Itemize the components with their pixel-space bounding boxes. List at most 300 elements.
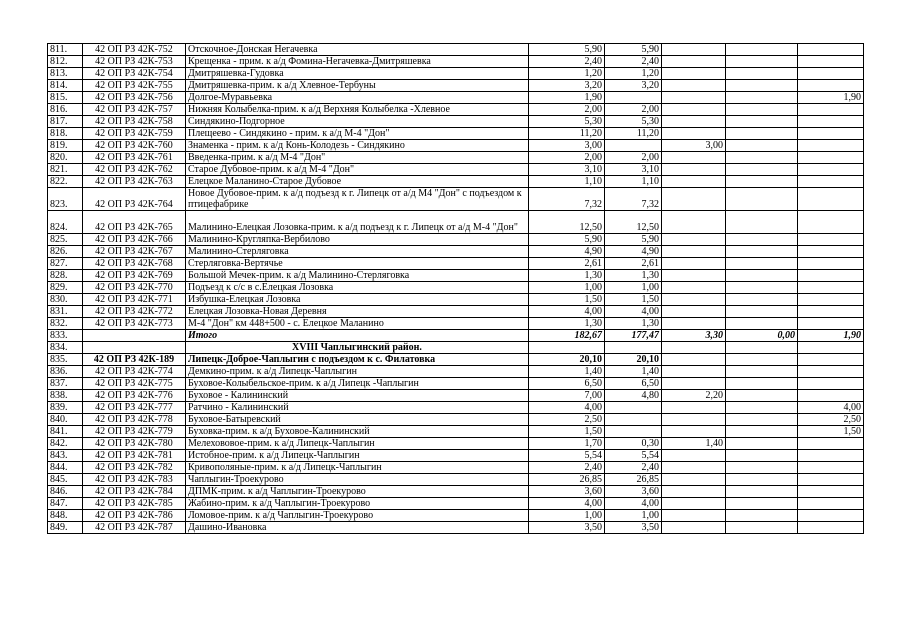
length-gravel-cell xyxy=(662,474,726,486)
length-gravel-cell xyxy=(662,104,726,116)
row-number-cell: 844. xyxy=(48,462,83,474)
length-gravel-cell xyxy=(662,80,726,92)
length-crushed-cell xyxy=(726,510,798,522)
length-crushed-cell xyxy=(726,306,798,318)
length-asphalt-cell xyxy=(605,342,662,354)
length-dirt-cell xyxy=(798,128,864,140)
row-number-cell: 841. xyxy=(48,426,83,438)
road-code-cell: 42 ОП РЗ 42К-782 xyxy=(83,462,186,474)
road-name-cell: Итого xyxy=(186,330,529,342)
road-code-cell: 42 ОП РЗ 42К-767 xyxy=(83,246,186,258)
length-dirt-cell xyxy=(798,294,864,306)
table-row xyxy=(48,282,864,294)
length-crushed-cell xyxy=(726,176,798,188)
length-total-cell: 2,00 xyxy=(529,104,605,116)
row-number-cell: 815. xyxy=(48,92,83,104)
road-code-cell: 42 ОП РЗ 42К-189 xyxy=(83,354,186,366)
road-name-cell: Малинино-Елецкая Лозовка-прим. к а/д подъезд к г. Липецк от а/д М-4 "Дон" xyxy=(186,211,529,234)
length-asphalt-cell xyxy=(605,92,662,104)
road-name-cell: Синдякино-Подгорное xyxy=(186,116,529,128)
length-total-cell: 2,40 xyxy=(529,56,605,68)
road-name-cell: Демкино-прим. к а/д Липецк-Чаплыгин xyxy=(186,366,529,378)
table-row xyxy=(48,246,864,258)
length-crushed-cell xyxy=(726,294,798,306)
length-gravel-cell xyxy=(662,56,726,68)
length-gravel-cell xyxy=(662,116,726,128)
length-crushed-cell xyxy=(726,498,798,510)
table-row xyxy=(48,104,864,116)
length-crushed-cell: 0,00 xyxy=(726,330,798,342)
length-total-cell: 4,00 xyxy=(529,402,605,414)
length-asphalt-cell: 2,61 xyxy=(605,258,662,270)
length-dirt-cell xyxy=(798,80,864,92)
length-total-cell: 26,85 xyxy=(529,474,605,486)
length-gravel-cell xyxy=(662,366,726,378)
road-code-cell: 42 ОП РЗ 42К-763 xyxy=(83,176,186,188)
length-dirt-cell xyxy=(798,486,864,498)
row-number-cell: 824. xyxy=(48,211,83,234)
table-row xyxy=(48,366,864,378)
road-code-cell: 42 ОП РЗ 42К-758 xyxy=(83,116,186,128)
table-row xyxy=(48,44,864,56)
length-dirt-cell xyxy=(798,104,864,116)
length-crushed-cell xyxy=(726,462,798,474)
length-asphalt-cell: 3,20 xyxy=(605,80,662,92)
length-crushed-cell xyxy=(726,354,798,366)
road-code-cell: 42 ОП РЗ 42К-761 xyxy=(83,152,186,164)
road-code-cell: 42 ОП РЗ 42К-780 xyxy=(83,438,186,450)
length-crushed-cell xyxy=(726,128,798,140)
length-asphalt-cell: 4,00 xyxy=(605,498,662,510)
length-asphalt-cell: 1,00 xyxy=(605,510,662,522)
length-total-cell: 3,60 xyxy=(529,486,605,498)
road-code-cell: 42 ОП РЗ 42К-766 xyxy=(83,234,186,246)
length-crushed-cell xyxy=(726,474,798,486)
table-row xyxy=(48,378,864,390)
length-gravel-cell xyxy=(662,164,726,176)
length-total-cell: 2,61 xyxy=(529,258,605,270)
length-gravel-cell xyxy=(662,318,726,330)
length-crushed-cell xyxy=(726,486,798,498)
table-row xyxy=(48,522,864,534)
length-dirt-cell xyxy=(798,342,864,354)
length-gravel-cell xyxy=(662,234,726,246)
length-gravel-cell xyxy=(662,486,726,498)
length-asphalt-cell: 3,60 xyxy=(605,486,662,498)
length-crushed-cell xyxy=(726,366,798,378)
road-code-cell: 42 ОП РЗ 42К-765 xyxy=(83,211,186,234)
row-number-cell: 833. xyxy=(48,330,83,342)
row-number-cell: 820. xyxy=(48,152,83,164)
length-asphalt-cell: 1,30 xyxy=(605,318,662,330)
road-name-cell: Чаплыгин-Троекурово xyxy=(186,474,529,486)
road-name-cell: Ломовое-прим. к а/д Чаплыгин-Троекурово xyxy=(186,510,529,522)
row-number-cell: 842. xyxy=(48,438,83,450)
row-number-cell: 829. xyxy=(48,282,83,294)
road-name-cell: Плещеево - Синдякино - прим. к а/д М-4 "Дон" xyxy=(186,128,529,140)
table-row xyxy=(48,390,864,402)
table-row xyxy=(48,258,864,270)
road-code-cell: 42 ОП РЗ 42К-784 xyxy=(83,486,186,498)
row-number-cell: 825. xyxy=(48,234,83,246)
length-gravel-cell xyxy=(662,44,726,56)
length-asphalt-cell: 1,00 xyxy=(605,282,662,294)
length-total-cell: 1,30 xyxy=(529,270,605,282)
length-asphalt-cell: 5,54 xyxy=(605,450,662,462)
length-total-cell: 2,50 xyxy=(529,414,605,426)
length-crushed-cell xyxy=(726,522,798,534)
road-name-cell: Истобное-прим. к а/д Липецк-Чаплыгин xyxy=(186,450,529,462)
road-name-cell: Дашино-Ивановка xyxy=(186,522,529,534)
road-name-cell: Ратчино - Калининский xyxy=(186,402,529,414)
length-asphalt-cell: 11,20 xyxy=(605,128,662,140)
length-gravel-cell xyxy=(662,402,726,414)
length-gravel-cell xyxy=(662,270,726,282)
length-asphalt-cell: 3,50 xyxy=(605,522,662,534)
length-crushed-cell xyxy=(726,342,798,354)
length-crushed-cell xyxy=(726,44,798,56)
length-asphalt-cell: 3,10 xyxy=(605,164,662,176)
road-code-cell: 42 ОП РЗ 42К-764 xyxy=(83,188,186,211)
length-crushed-cell xyxy=(726,140,798,152)
table-row xyxy=(48,462,864,474)
table-row xyxy=(48,116,864,128)
table-row xyxy=(48,294,864,306)
road-name-cell: Большой Мечек-прим. к а/д Малинино-Стерляговка xyxy=(186,270,529,282)
length-dirt-cell xyxy=(798,270,864,282)
length-dirt-cell: 1,90 xyxy=(798,330,864,342)
table-row xyxy=(48,234,864,246)
row-number-cell: 818. xyxy=(48,128,83,140)
length-gravel-cell xyxy=(662,128,726,140)
length-total-cell: 1,40 xyxy=(529,366,605,378)
table-row xyxy=(48,402,864,414)
length-crushed-cell xyxy=(726,402,798,414)
length-dirt-cell xyxy=(798,318,864,330)
road-code-cell: 42 ОП РЗ 42К-754 xyxy=(83,68,186,80)
road-name-cell: Мелехововое-прим. к а/д Липецк-Чаплыгин xyxy=(186,438,529,450)
length-total-cell: 1,10 xyxy=(529,176,605,188)
road-name-cell: Долгое-Муравьевка xyxy=(186,92,529,104)
length-gravel-cell xyxy=(662,378,726,390)
table-row xyxy=(48,486,864,498)
length-dirt-cell xyxy=(798,152,864,164)
length-asphalt-cell: 4,00 xyxy=(605,306,662,318)
length-gravel-cell xyxy=(662,211,726,234)
length-crushed-cell xyxy=(726,450,798,462)
length-asphalt-cell: 26,85 xyxy=(605,474,662,486)
length-gravel-cell: 3,30 xyxy=(662,330,726,342)
length-gravel-cell xyxy=(662,152,726,164)
length-total-cell: 7,00 xyxy=(529,390,605,402)
road-name-cell: Дмитряшевка-прим. к а/д Хлевное-Тербуны xyxy=(186,80,529,92)
length-total-cell: 1,50 xyxy=(529,294,605,306)
length-dirt-cell xyxy=(798,140,864,152)
length-asphalt-cell: 5,90 xyxy=(605,44,662,56)
length-asphalt-cell: 5,90 xyxy=(605,234,662,246)
length-crushed-cell xyxy=(726,246,798,258)
length-asphalt-cell: 2,40 xyxy=(605,462,662,474)
length-crushed-cell xyxy=(726,211,798,234)
length-asphalt-cell: 1,30 xyxy=(605,270,662,282)
road-code-cell: 42 ОП РЗ 42К-760 xyxy=(83,140,186,152)
road-name-cell: Старое Дубовое-прим. к а/д М-4 "Дон" xyxy=(186,164,529,176)
length-asphalt-cell: 4,90 xyxy=(605,246,662,258)
length-dirt-cell xyxy=(798,510,864,522)
table-row xyxy=(48,68,864,80)
road-name-cell: Малинино-Стерляговка xyxy=(186,246,529,258)
length-dirt-cell xyxy=(798,354,864,366)
row-number-cell: 821. xyxy=(48,164,83,176)
length-dirt-cell: 1,50 xyxy=(798,426,864,438)
length-dirt-cell xyxy=(798,116,864,128)
length-dirt-cell xyxy=(798,462,864,474)
length-dirt-cell xyxy=(798,176,864,188)
length-gravel-cell xyxy=(662,522,726,534)
length-total-cell: 6,50 xyxy=(529,378,605,390)
length-gravel-cell xyxy=(662,498,726,510)
length-total-cell: 3,00 xyxy=(529,140,605,152)
road-code-cell: 42 ОП РЗ 42К-781 xyxy=(83,450,186,462)
length-total-cell: 20,10 xyxy=(529,354,605,366)
length-total-cell: 2,00 xyxy=(529,152,605,164)
length-dirt-cell xyxy=(798,378,864,390)
length-crushed-cell xyxy=(726,318,798,330)
length-dirt-cell xyxy=(798,438,864,450)
road-name-cell: Елецкая Лозовка-Новая Деревня xyxy=(186,306,529,318)
length-dirt-cell xyxy=(798,522,864,534)
length-asphalt-cell: 1,50 xyxy=(605,294,662,306)
road-name-cell: ДПМК-прим. к а/д Чаплыгин-Троекурово xyxy=(186,486,529,498)
length-gravel-cell xyxy=(662,462,726,474)
length-crushed-cell xyxy=(726,152,798,164)
row-number-cell: 847. xyxy=(48,498,83,510)
length-total-cell: 5,90 xyxy=(529,234,605,246)
length-gravel-cell xyxy=(662,92,726,104)
table-row xyxy=(48,188,864,211)
length-asphalt-cell: 2,40 xyxy=(605,56,662,68)
road-code-cell: 42 ОП РЗ 42К-787 xyxy=(83,522,186,534)
length-total-cell: 5,30 xyxy=(529,116,605,128)
length-total-cell: 3,20 xyxy=(529,80,605,92)
length-total-cell: 1,90 xyxy=(529,92,605,104)
length-dirt-cell: 1,90 xyxy=(798,92,864,104)
road-name-cell: Отскочное-Донская Негачевка xyxy=(186,44,529,56)
table-row xyxy=(48,211,864,234)
length-gravel-cell xyxy=(662,246,726,258)
length-dirt-cell xyxy=(798,282,864,294)
road-name-cell: Избушка-Елецкая Лозовка xyxy=(186,294,529,306)
length-total-cell: 12,50 xyxy=(529,211,605,234)
road-code-cell: 42 ОП РЗ 42К-771 xyxy=(83,294,186,306)
row-number-cell: 813. xyxy=(48,68,83,80)
road-name-cell: Знаменка - прим. к а/д Конь-Колодезь - Синдякино xyxy=(186,140,529,152)
row-number-cell: 836. xyxy=(48,366,83,378)
length-dirt-cell xyxy=(798,474,864,486)
length-gravel-cell xyxy=(662,176,726,188)
table-row xyxy=(48,92,864,104)
row-number-cell: 834. xyxy=(48,342,83,354)
road-name-cell: Нижняя Колыбелка-прим. к а/д Верхняя Колыбелка -Хлевное xyxy=(186,104,529,116)
road-name-cell: М-4 "Дон" км 448+500 - с. Елецкое Маланино xyxy=(186,318,529,330)
row-number-cell: 814. xyxy=(48,80,83,92)
length-dirt-cell xyxy=(798,390,864,402)
length-asphalt-cell: 6,50 xyxy=(605,378,662,390)
table-row xyxy=(48,56,864,68)
length-gravel-cell: 1,40 xyxy=(662,438,726,450)
length-total-cell: 7,32 xyxy=(529,188,605,211)
length-dirt-cell xyxy=(798,246,864,258)
length-gravel-cell xyxy=(662,426,726,438)
length-dirt-cell xyxy=(798,366,864,378)
row-number-cell: 840. xyxy=(48,414,83,426)
road-name-cell: Введенка-прим. к а/д М-4 "Дон" xyxy=(186,152,529,164)
length-dirt-cell xyxy=(798,164,864,176)
row-number-cell: 822. xyxy=(48,176,83,188)
length-asphalt-cell: 12,50 xyxy=(605,211,662,234)
length-asphalt-cell: 7,32 xyxy=(605,188,662,211)
length-dirt-cell: 2,50 xyxy=(798,414,864,426)
road-code-cell: 42 ОП РЗ 42К-778 xyxy=(83,414,186,426)
table-body xyxy=(48,44,864,534)
table-row xyxy=(48,498,864,510)
length-crushed-cell xyxy=(726,234,798,246)
row-number-cell: 826. xyxy=(48,246,83,258)
length-asphalt-cell: 2,00 xyxy=(605,104,662,116)
road-code-cell: 42 ОП РЗ 42К-759 xyxy=(83,128,186,140)
length-dirt-cell: 4,00 xyxy=(798,402,864,414)
row-number-cell: 838. xyxy=(48,390,83,402)
length-asphalt-cell xyxy=(605,414,662,426)
row-number-cell: 848. xyxy=(48,510,83,522)
table-row xyxy=(48,270,864,282)
table-row xyxy=(48,414,864,426)
length-asphalt-cell: 177,47 xyxy=(605,330,662,342)
road-code-cell: 42 ОП РЗ 42К-783 xyxy=(83,474,186,486)
road-code-cell: 42 ОП РЗ 42К-770 xyxy=(83,282,186,294)
road-name-cell: Буховое-Колыбельское-прим. к а/д Липецк -Чаплыгин xyxy=(186,378,529,390)
length-total-cell: 1,50 xyxy=(529,426,605,438)
row-number-cell: 823. xyxy=(48,188,83,211)
length-gravel-cell xyxy=(662,188,726,211)
table-row xyxy=(48,164,864,176)
length-total-cell: 1,70 xyxy=(529,438,605,450)
road-name-cell: Стерляговка-Вертячье xyxy=(186,258,529,270)
length-total-cell: 1,00 xyxy=(529,510,605,522)
length-asphalt-cell: 20,10 xyxy=(605,354,662,366)
road-code-cell xyxy=(83,342,186,354)
length-total-cell: 4,00 xyxy=(529,498,605,510)
road-code-cell: 42 ОП РЗ 42К-768 xyxy=(83,258,186,270)
table-row xyxy=(48,474,864,486)
row-number-cell: 846. xyxy=(48,486,83,498)
length-crushed-cell xyxy=(726,164,798,176)
length-crushed-cell xyxy=(726,414,798,426)
row-number-cell: 835. xyxy=(48,354,83,366)
road-code-cell: 42 ОП РЗ 42К-762 xyxy=(83,164,186,176)
length-crushed-cell xyxy=(726,438,798,450)
length-total-cell: 1,20 xyxy=(529,68,605,80)
length-gravel-cell xyxy=(662,354,726,366)
row-number-cell: 827. xyxy=(48,258,83,270)
length-dirt-cell xyxy=(798,188,864,211)
length-crushed-cell xyxy=(726,426,798,438)
length-crushed-cell xyxy=(726,282,798,294)
table-row xyxy=(48,510,864,522)
road-code-cell: 42 ОП РЗ 42К-772 xyxy=(83,306,186,318)
road-code-cell: 42 ОП РЗ 42К-756 xyxy=(83,92,186,104)
length-dirt-cell xyxy=(798,68,864,80)
table-row xyxy=(48,306,864,318)
length-asphalt-cell: 1,20 xyxy=(605,68,662,80)
length-dirt-cell xyxy=(798,56,864,68)
row-number-cell: 830. xyxy=(48,294,83,306)
road-name-cell: Крещенка - прим. к а/д Фомина-Негачевка-Дмитряшевка xyxy=(186,56,529,68)
road-name-cell: Буховое-Батыревский xyxy=(186,414,529,426)
road-name-cell: Липецк-Доброе-Чаплыгин с подъездом к с. Филатовка xyxy=(186,354,529,366)
length-asphalt-cell: 1,10 xyxy=(605,176,662,188)
length-gravel-cell xyxy=(662,68,726,80)
length-total-cell: 5,54 xyxy=(529,450,605,462)
table-row xyxy=(48,438,864,450)
length-gravel-cell xyxy=(662,510,726,522)
length-asphalt-cell xyxy=(605,402,662,414)
row-number-cell: 816. xyxy=(48,104,83,116)
row-number-cell: 837. xyxy=(48,378,83,390)
road-code-cell: 42 ОП РЗ 42К-755 xyxy=(83,80,186,92)
row-number-cell: 849. xyxy=(48,522,83,534)
length-crushed-cell xyxy=(726,80,798,92)
length-total-cell: 4,90 xyxy=(529,246,605,258)
length-dirt-cell xyxy=(798,258,864,270)
road-name-cell: Малинино-Кругляпка-Вербилово xyxy=(186,234,529,246)
length-gravel-cell xyxy=(662,258,726,270)
row-number-cell: 843. xyxy=(48,450,83,462)
road-name-cell: Елецкое Маланино-Старое Дубовое xyxy=(186,176,529,188)
roads-table xyxy=(47,43,864,534)
length-gravel-cell xyxy=(662,450,726,462)
length-asphalt-cell xyxy=(605,426,662,438)
length-asphalt-cell: 2,00 xyxy=(605,152,662,164)
length-dirt-cell xyxy=(798,450,864,462)
table-row xyxy=(48,128,864,140)
length-asphalt-cell xyxy=(605,140,662,152)
length-dirt-cell xyxy=(798,44,864,56)
length-gravel-cell xyxy=(662,294,726,306)
length-total-cell: 3,10 xyxy=(529,164,605,176)
road-code-cell: 42 ОП РЗ 42К-769 xyxy=(83,270,186,282)
table-row xyxy=(48,342,864,354)
table-row xyxy=(48,152,864,164)
length-gravel-cell xyxy=(662,342,726,354)
length-asphalt-cell: 1,40 xyxy=(605,366,662,378)
road-name-cell: Жабино-прим. к а/д Чаплыгин-Троекурово xyxy=(186,498,529,510)
road-code-cell: 42 ОП РЗ 42К-773 xyxy=(83,318,186,330)
road-code-cell: 42 ОП РЗ 42К-757 xyxy=(83,104,186,116)
length-crushed-cell xyxy=(726,270,798,282)
road-code-cell: 42 ОП РЗ 42К-774 xyxy=(83,366,186,378)
length-total-cell: 5,90 xyxy=(529,44,605,56)
length-asphalt-cell: 5,30 xyxy=(605,116,662,128)
road-name-cell: Дмитряшевка-Гудовка xyxy=(186,68,529,80)
road-name-cell: Кривополяные-прим. к а/д Липецк-Чаплыгин xyxy=(186,462,529,474)
road-code-cell: 42 ОП РЗ 42К-752 xyxy=(83,44,186,56)
length-total-cell: 1,00 xyxy=(529,282,605,294)
length-total-cell xyxy=(529,342,605,354)
road-code-cell xyxy=(83,330,186,342)
length-crushed-cell xyxy=(726,188,798,211)
length-gravel-cell xyxy=(662,306,726,318)
